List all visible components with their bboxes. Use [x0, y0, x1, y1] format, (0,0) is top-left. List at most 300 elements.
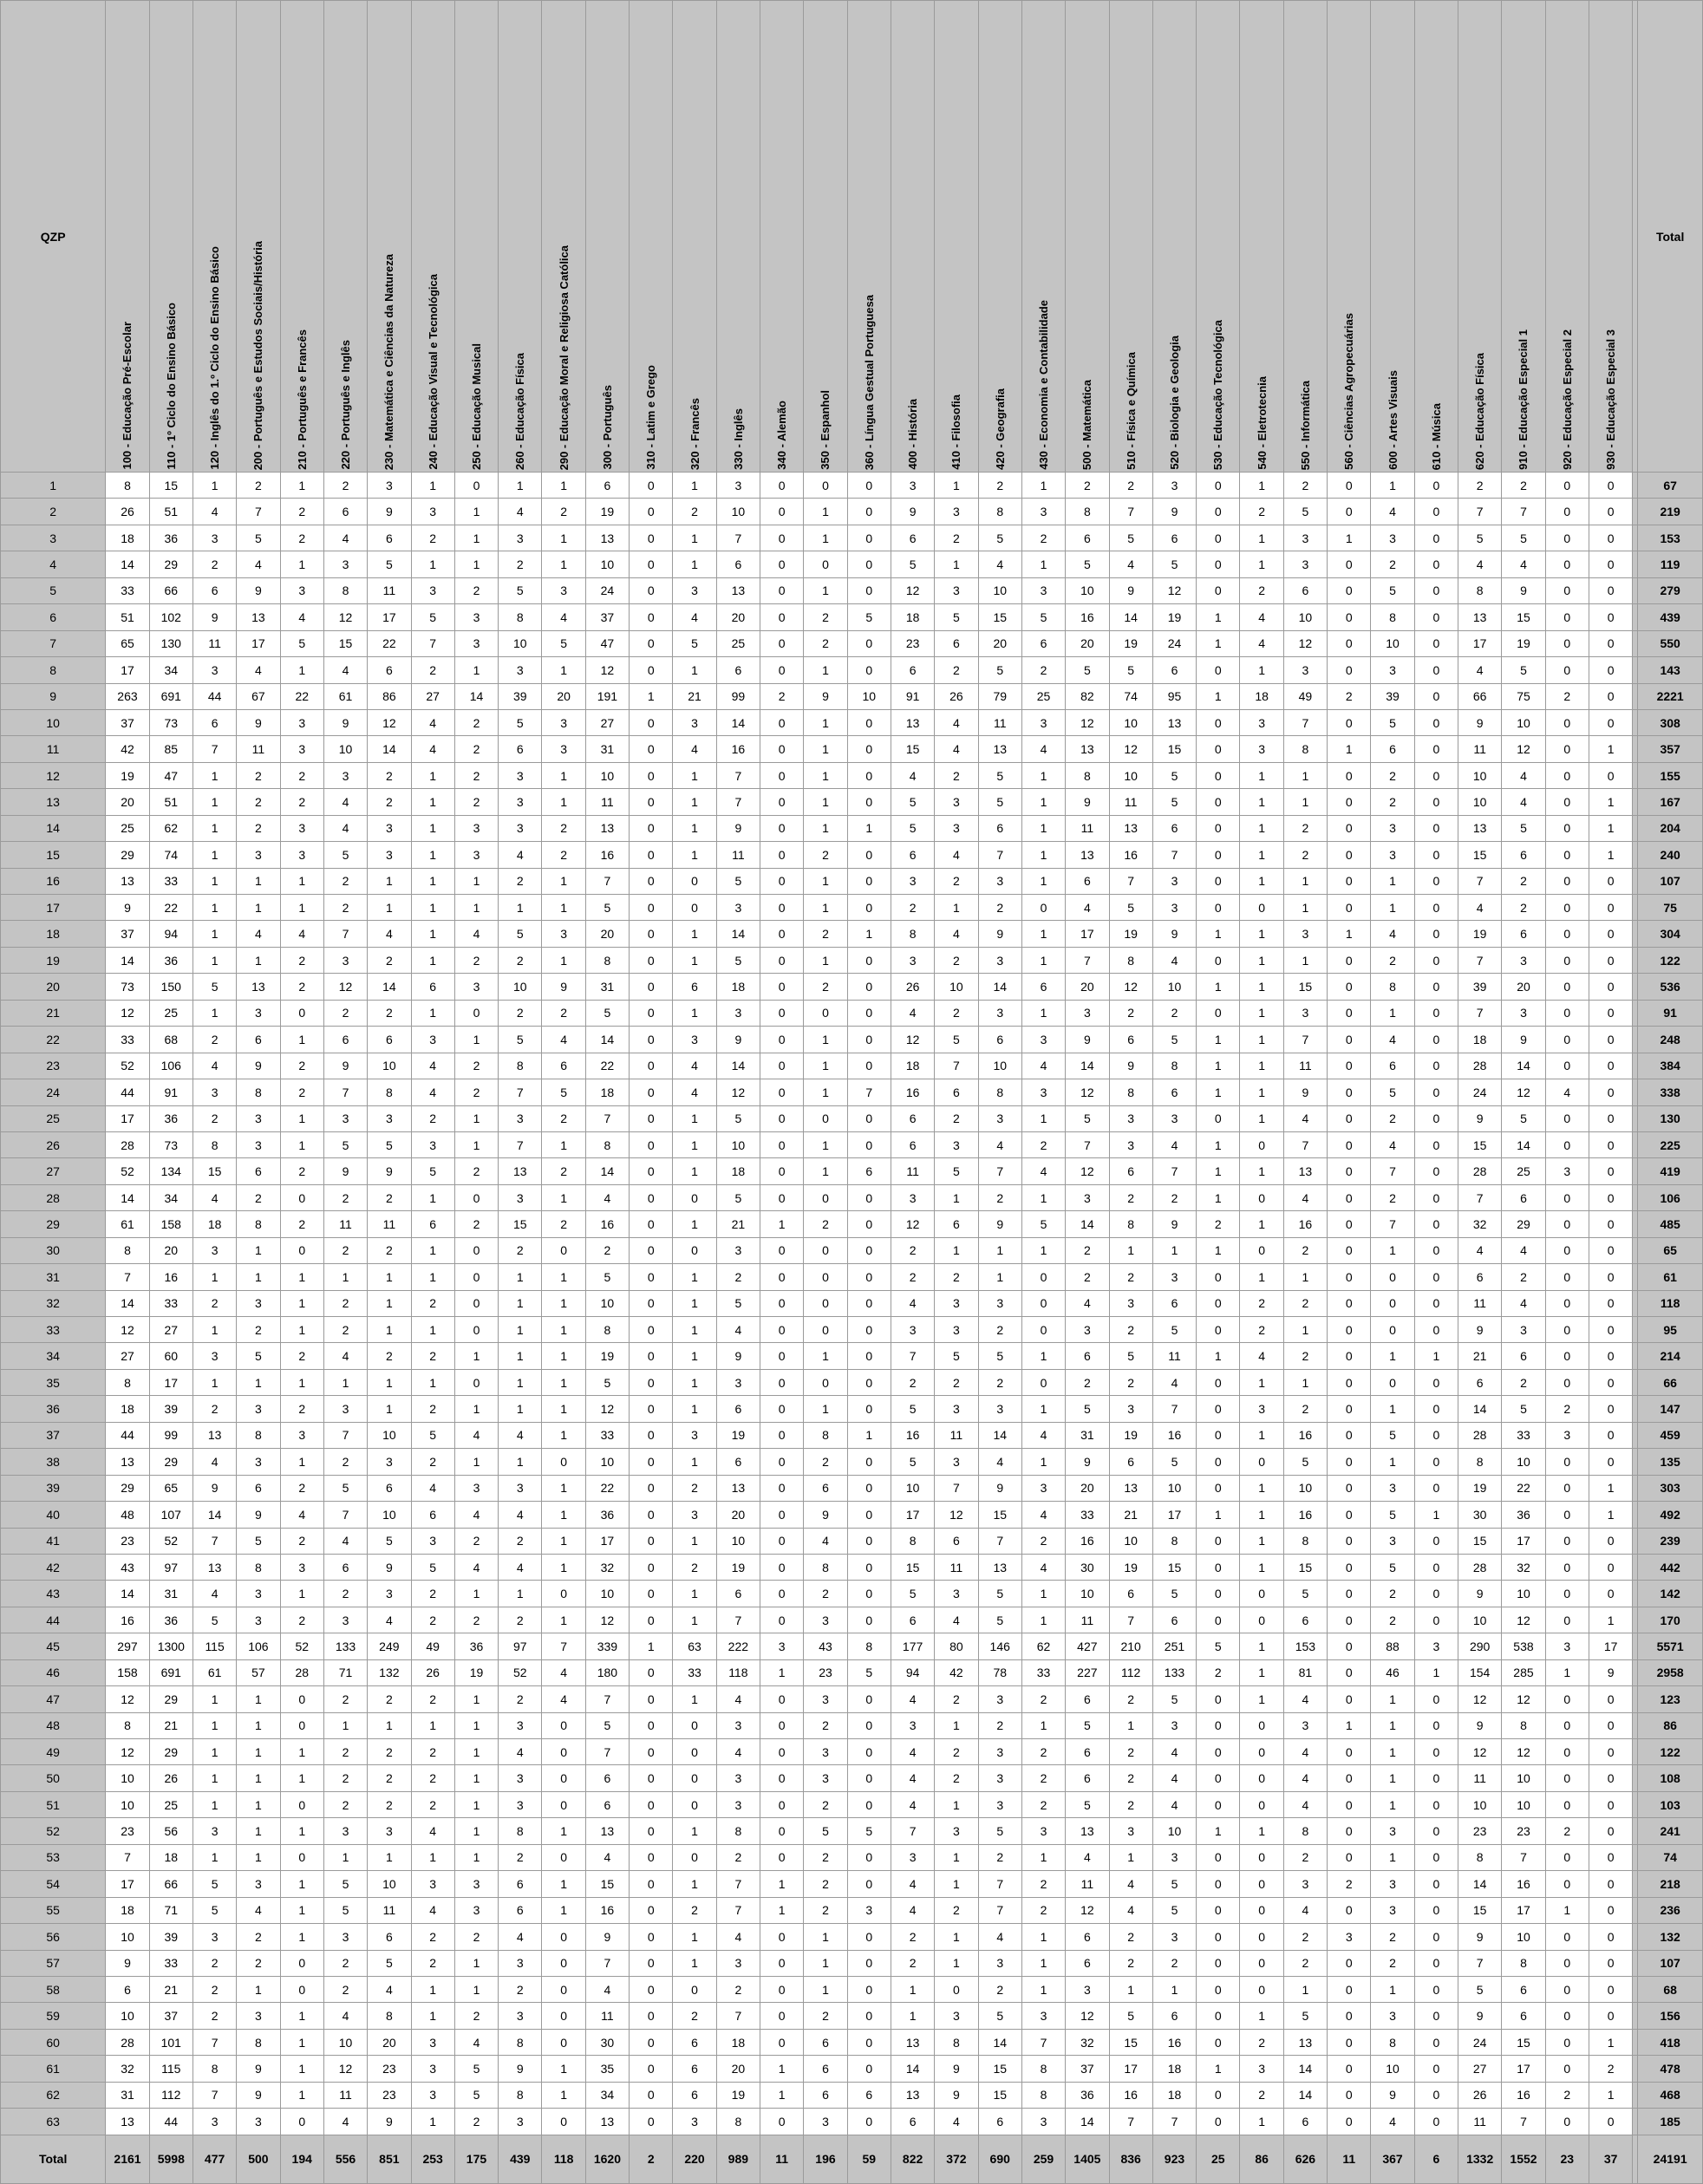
table-cell: 6: [237, 1158, 280, 1184]
table-cell: 3: [716, 473, 760, 499]
table-row: [1, 2082, 1703, 2108]
table-cell: 1: [499, 895, 542, 921]
table-cell: 14: [192, 1502, 236, 1528]
table-cell: 0: [1414, 2029, 1458, 2055]
table-cell: 3: [499, 815, 542, 841]
table-cell: 2: [323, 1317, 367, 1343]
table-cell: 5: [716, 868, 760, 894]
table-cell: 7: [1109, 499, 1152, 525]
table-cell: 16: [1283, 1422, 1327, 1448]
table-cell: 7: [1021, 2029, 1065, 2055]
table-cell: 2: [411, 525, 454, 551]
table-cell: 4: [585, 1184, 629, 1210]
table-cell: 1: [673, 947, 716, 973]
table-cell: 28: [1458, 1158, 1502, 1184]
table-cell: 0: [1328, 1449, 1371, 1475]
table-cell: 3: [1021, 2003, 1065, 2029]
table-cell: 3: [891, 868, 934, 894]
table-cell: 3: [542, 921, 585, 947]
table-cell: 2: [323, 1000, 367, 1026]
table-cell: 10: [716, 1528, 760, 1554]
table-cell: 16: [585, 842, 629, 868]
table-cell: 0: [847, 1844, 891, 1870]
table-cell: 48: [106, 1502, 149, 1528]
table-cell: 1: [673, 842, 716, 868]
table-cell: 5: [1152, 1897, 1196, 1923]
table-cell: 115: [149, 2056, 192, 2082]
subject-column-header: [1589, 1, 1632, 473]
table-cell: 2: [891, 1950, 934, 1976]
table-cell: 1: [1414, 1659, 1458, 1685]
table-cell: 14: [368, 736, 411, 762]
table-cell: 1: [1240, 2109, 1283, 2135]
table-cell: 2: [1066, 1237, 1109, 1263]
subject-column-label: 560 - Ciências Agropecuárias: [1342, 313, 1356, 470]
qzp-number-cell: 2: [1, 499, 106, 525]
table-cell: 1: [411, 1712, 454, 1738]
table-cell: 10: [1458, 1791, 1502, 1817]
table-cell: 4: [1502, 1237, 1545, 1263]
table-cell: 3: [935, 2003, 978, 2029]
table-cell: 0: [760, 1739, 804, 1765]
table-cell: 3: [935, 499, 978, 525]
table-cell: 2: [935, 1264, 978, 1290]
table-cell: 0: [1545, 1950, 1589, 1976]
table-cell: 1: [542, 1897, 585, 1923]
table-cell: 14: [106, 1290, 149, 1316]
table-cell: 1: [804, 736, 847, 762]
table-cell: 1: [804, 868, 847, 894]
table-cell: 0: [1328, 2003, 1371, 2029]
table-cell: 3: [368, 473, 411, 499]
subject-column-label: 220 - Português e Inglês: [339, 340, 353, 470]
table-cell: 5: [1371, 1554, 1414, 1580]
subject-column-header: [1240, 1, 1283, 473]
table-cell: 2: [411, 1581, 454, 1607]
table-cell: 3: [891, 473, 934, 499]
table-cell: 8: [716, 2109, 760, 2135]
table-cell: 5: [1458, 525, 1502, 551]
table-cell: 5: [1066, 1396, 1109, 1422]
table-cell: 3: [1545, 1633, 1589, 1659]
table-row: [1, 1528, 1703, 1554]
table-cell: 2: [760, 683, 804, 709]
table-cell: 0: [1197, 1290, 1240, 1316]
table-cell: 0: [760, 499, 804, 525]
table-cell: 4: [411, 1897, 454, 1923]
subject-column-label: 360 - Língua Gestual Portuguesa: [862, 294, 876, 470]
column-total-cell: 822: [891, 2135, 934, 2183]
table-cell: 4: [368, 921, 411, 947]
table-cell: 1: [411, 1184, 454, 1210]
table-cell: 16: [1283, 1502, 1327, 1528]
table-cell: 36: [585, 1502, 629, 1528]
table-cell: 99: [149, 1422, 192, 1448]
table-cell: 1: [542, 1475, 585, 1501]
table-cell: 2: [804, 2003, 847, 2029]
table-cell: 1: [454, 1976, 498, 2002]
table-cell: 27: [411, 683, 454, 709]
table-cell: 6: [847, 1158, 891, 1184]
row-total-cell: 236: [1638, 1897, 1703, 1923]
table-cell: 17: [106, 1105, 149, 1131]
table-cell: 19: [1109, 921, 1152, 947]
table-cell: 10: [1109, 709, 1152, 735]
table-cell: 0: [1328, 1000, 1371, 1026]
subject-column-label: 920 - Educação Especial 2: [1560, 329, 1574, 470]
table-cell: 6: [192, 709, 236, 735]
table-row: [1, 1079, 1703, 1105]
table-cell: 5: [323, 842, 367, 868]
table-cell: 4: [454, 1502, 498, 1528]
table-cell: 0: [1328, 789, 1371, 815]
table-cell: 94: [891, 1659, 934, 1685]
table-cell: 4: [454, 921, 498, 947]
table-cell: 2: [323, 1976, 367, 2002]
table-cell: 7: [978, 1528, 1021, 1554]
table-cell: 1: [1240, 1554, 1283, 1580]
table-cell: 4: [673, 1079, 716, 1105]
table-cell: 7: [978, 1871, 1021, 1897]
table-cell: 3: [499, 1712, 542, 1738]
table-cell: 4: [891, 1897, 934, 1923]
table-cell: 9: [716, 1343, 760, 1369]
table-cell: 5: [323, 1131, 367, 1157]
table-cell: 2: [192, 2003, 236, 2029]
table-cell: 4: [1152, 1131, 1196, 1157]
table-cell: 0: [1328, 1343, 1371, 1369]
table-cell: 0: [1545, 1765, 1589, 1791]
subject-column-label: 410 - Filosofia: [949, 394, 963, 470]
table-cell: 3: [935, 1396, 978, 1422]
table-cell: 3: [673, 1027, 716, 1053]
table-cell: 0: [542, 1950, 585, 1976]
table-cell: 15: [499, 1211, 542, 1237]
table-row: [1, 1818, 1703, 1844]
table-cell: 20: [1066, 1475, 1109, 1501]
table-cell: 8: [978, 499, 1021, 525]
table-cell: 1: [237, 1369, 280, 1395]
table-cell: 23: [804, 1659, 847, 1685]
table-cell: 24: [585, 577, 629, 603]
table-cell: 8: [237, 1554, 280, 1580]
table-cell: 3: [237, 1000, 280, 1026]
table-cell: 3: [1021, 1027, 1065, 1053]
table-cell: 0: [280, 1237, 323, 1263]
table-cell: 2: [454, 2109, 498, 2135]
table-cell: 14: [1283, 2056, 1327, 2082]
table-cell: 4: [411, 1079, 454, 1105]
table-cell: 0: [1589, 1924, 1632, 1950]
table-cell: 3: [1021, 2109, 1065, 2135]
table-row: [1, 473, 1703, 499]
table-cell: 1: [1240, 789, 1283, 815]
column-total-cell: 23: [1545, 2135, 1589, 2183]
table-cell: 5: [1371, 709, 1414, 735]
table-cell: 4: [1458, 657, 1502, 683]
table-cell: 18: [1240, 683, 1283, 709]
table-cell: 6: [935, 1211, 978, 1237]
table-cell: 4: [454, 1554, 498, 1580]
table-cell: 9: [1458, 1924, 1502, 1950]
table-cell: 7: [323, 921, 367, 947]
table-cell: 2: [411, 1290, 454, 1316]
table-cell: 10: [1066, 1581, 1109, 1607]
table-cell: 0: [454, 1184, 498, 1210]
table-cell: 16: [1152, 1422, 1196, 1448]
table-cell: 4: [1502, 762, 1545, 788]
table-cell: 5: [935, 604, 978, 630]
table-cell: 4: [192, 1581, 236, 1607]
table-cell: 0: [630, 1844, 673, 1870]
table-cell: 0: [1545, 1739, 1589, 1765]
table-cell: 14: [106, 1184, 149, 1210]
table-cell: 9: [237, 1502, 280, 1528]
table-cell: 0: [760, 1818, 804, 1844]
table-cell: 2: [280, 499, 323, 525]
table-cell: 1: [1021, 762, 1065, 788]
table-cell: 0: [673, 1237, 716, 1263]
table-cell: 2: [804, 630, 847, 656]
table-cell: 4: [1502, 789, 1545, 815]
table-cell: 10: [1066, 577, 1109, 603]
table-cell: 3: [935, 1581, 978, 1607]
table-cell: 1: [411, 1844, 454, 1870]
table-cell: 0: [1545, 1131, 1589, 1157]
table-cell: 2: [891, 1264, 934, 1290]
table-cell: 0: [1371, 1317, 1414, 1343]
table-cell: 1: [1152, 1237, 1196, 1263]
table-cell: 1: [280, 1449, 323, 1475]
table-cell: 8: [237, 1422, 280, 1448]
table-cell: 4: [1283, 1105, 1327, 1131]
table-cell: 2: [323, 1184, 367, 1210]
table-cell: 2: [368, 1343, 411, 1369]
table-cell: 0: [1328, 1290, 1371, 1316]
table-cell: 10: [1502, 1581, 1545, 1607]
table-cell: 0: [630, 1131, 673, 1157]
table-cell: 4: [1152, 1739, 1196, 1765]
row-total-cell: 303: [1638, 1475, 1703, 1501]
table-cell: 9: [935, 2082, 978, 2108]
table-cell: 0: [630, 1739, 673, 1765]
table-cell: 4: [1283, 1184, 1327, 1210]
table-cell: 10: [891, 1475, 934, 1501]
table-cell: 2: [542, 499, 585, 525]
table-cell: 2: [1021, 657, 1065, 683]
qzp-number-cell: 24: [1, 1079, 106, 1105]
table-cell: 2: [280, 1607, 323, 1633]
table-cell: 0: [630, 577, 673, 603]
table-cell: 10: [1371, 630, 1414, 656]
table-cell: 4: [935, 921, 978, 947]
table-cell: 4: [891, 1686, 934, 1712]
table-cell: 1: [368, 1290, 411, 1316]
row-total-cell: 132: [1638, 1924, 1703, 1950]
table-cell: 71: [323, 1659, 367, 1685]
column-total-cell: 477: [192, 2135, 236, 2183]
table-cell: 44: [106, 1422, 149, 1448]
table-cell: 19: [716, 1554, 760, 1580]
table-cell: 6: [323, 1027, 367, 1053]
table-cell: 8: [368, 2003, 411, 2029]
table-cell: 0: [630, 1105, 673, 1131]
table-cell: 0: [847, 1607, 891, 1633]
table-cell: 1: [454, 1791, 498, 1817]
table-cell: 6: [673, 2082, 716, 2108]
table-cell: 2: [542, 1158, 585, 1184]
table-cell: 0: [760, 1343, 804, 1369]
table-cell: 33: [1021, 1659, 1065, 1685]
table-cell: 1: [323, 1369, 367, 1395]
table-cell: 0: [1589, 762, 1632, 788]
table-cell: 112: [1109, 1659, 1152, 1685]
table-cell: 0: [1414, 1897, 1458, 1923]
table-cell: 1: [542, 2082, 585, 2108]
table-cell: 6: [804, 1475, 847, 1501]
table-cell: 12: [1502, 1607, 1545, 1633]
table-cell: 10: [585, 762, 629, 788]
table-cell: 13: [1458, 815, 1502, 841]
table-cell: 11: [1066, 1871, 1109, 1897]
table-cell: 1: [1240, 842, 1283, 868]
table-cell: 3: [192, 1237, 236, 1263]
table-cell: 18: [106, 1396, 149, 1422]
table-cell: 7: [237, 499, 280, 525]
table-cell: 3: [716, 1000, 760, 1026]
table-cell: 8: [106, 1712, 149, 1738]
table-cell: 29: [149, 1739, 192, 1765]
table-cell: 0: [280, 1712, 323, 1738]
table-cell: 0: [1414, 1131, 1458, 1157]
table-cell: 2: [1371, 1184, 1414, 1210]
table-cell: 4: [1021, 1422, 1065, 1448]
table-cell: 32: [1458, 1211, 1502, 1237]
table-cell: 0: [1589, 868, 1632, 894]
table-cell: 5: [1152, 1449, 1196, 1475]
table-cell: 5: [1152, 1871, 1196, 1897]
row-total-cell: 2221: [1638, 683, 1703, 709]
table-cell: 1: [454, 1844, 498, 1870]
table-cell: 0: [1197, 1976, 1240, 2002]
table-cell: 1: [1371, 1739, 1414, 1765]
table-cell: 10: [368, 1053, 411, 1079]
table-cell: 0: [1197, 1475, 1240, 1501]
table-cell: 3: [716, 1237, 760, 1263]
table-cell: 14: [716, 921, 760, 947]
table-cell: 8: [1021, 2056, 1065, 2082]
table-cell: 0: [1414, 1924, 1458, 1950]
table-row: [1, 630, 1703, 656]
table-cell: 130: [149, 630, 192, 656]
qzp-number-cell: 6: [1, 604, 106, 630]
table-cell: 11: [1066, 815, 1109, 841]
column-total-cell: 836: [1109, 2135, 1152, 2183]
table-cell: 6: [1502, 842, 1545, 868]
table-cell: 0: [1414, 1449, 1458, 1475]
table-cell: 2: [323, 1739, 367, 1765]
subject-column-header: [760, 1, 804, 473]
table-cell: 10: [1502, 709, 1545, 735]
table-cell: 8: [978, 1079, 1021, 1105]
table-cell: 2: [237, 1924, 280, 1950]
table-cell: 0: [1545, 1105, 1589, 1131]
table-cell: 2: [1021, 1131, 1065, 1157]
table-cell: 1: [804, 525, 847, 551]
table-cell: 20: [368, 2029, 411, 2055]
table-cell: 0: [847, 577, 891, 603]
row-total-cell: 442: [1638, 1554, 1703, 1580]
table-cell: 0: [1589, 473, 1632, 499]
table-cell: 15: [1458, 1528, 1502, 1554]
table-cell: 0: [630, 1502, 673, 1528]
table-cell: 0: [1414, 1871, 1458, 1897]
table-cell: 0: [760, 1712, 804, 1738]
table-cell: 0: [630, 1396, 673, 1422]
table-cell: 0: [804, 1264, 847, 1290]
table-cell: 1: [280, 1581, 323, 1607]
subject-column-header: [1283, 1, 1327, 473]
table-cell: 10: [368, 1502, 411, 1528]
table-cell: 7: [716, 762, 760, 788]
table-cell: 4: [1458, 551, 1502, 577]
table-cell: 2: [237, 1950, 280, 1976]
table-cell: 3: [192, 1079, 236, 1105]
table-cell: 0: [1240, 1976, 1283, 2002]
table-cell: 2: [1066, 1264, 1109, 1290]
table-cell: 5: [935, 1158, 978, 1184]
table-cell: 33: [585, 1422, 629, 1448]
table-cell: 0: [673, 1765, 716, 1791]
table-cell: 0: [673, 1791, 716, 1817]
table-cell: 3: [237, 1396, 280, 1422]
table-cell: 12: [323, 974, 367, 1000]
table-cell: 0: [1589, 1053, 1632, 1079]
table-cell: 0: [1328, 1739, 1371, 1765]
qzp-number-cell: 44: [1, 1607, 106, 1633]
table-cell: 8: [499, 2082, 542, 2108]
table-cell: 14: [891, 2056, 934, 2082]
table-cell: 2: [1283, 1844, 1327, 1870]
table-cell: 0: [630, 1897, 673, 1923]
table-cell: 2: [1240, 1290, 1283, 1316]
table-cell: 23: [891, 630, 934, 656]
table-cell: 0: [630, 499, 673, 525]
column-total-cell: 196: [804, 2135, 847, 2183]
table-cell: 2: [1283, 1396, 1327, 1422]
table-header: [1, 1, 1703, 473]
qzp-number-cell: 42: [1, 1554, 106, 1580]
qzp-number-cell: 19: [1, 947, 106, 973]
table-cell: 0: [1589, 1184, 1632, 1210]
table-cell: 0: [630, 1976, 673, 2002]
table-cell: 3: [192, 1818, 236, 1844]
table-cell: 1: [542, 1502, 585, 1528]
table-cell: 158: [106, 1659, 149, 1685]
table-cell: 3: [1021, 709, 1065, 735]
table-cell: 2: [542, 842, 585, 868]
table-cell: 1: [280, 1317, 323, 1343]
row-total-cell: 308: [1638, 709, 1703, 735]
table-cell: 0: [1328, 1422, 1371, 1448]
table-cell: 44: [106, 1079, 149, 1105]
table-cell: 1: [280, 868, 323, 894]
table-cell: 2: [280, 1079, 323, 1105]
table-cell: 1: [192, 1264, 236, 1290]
table-cell: 1: [1589, 842, 1632, 868]
table-cell: 29: [149, 551, 192, 577]
table-cell: 0: [1589, 1264, 1632, 1290]
